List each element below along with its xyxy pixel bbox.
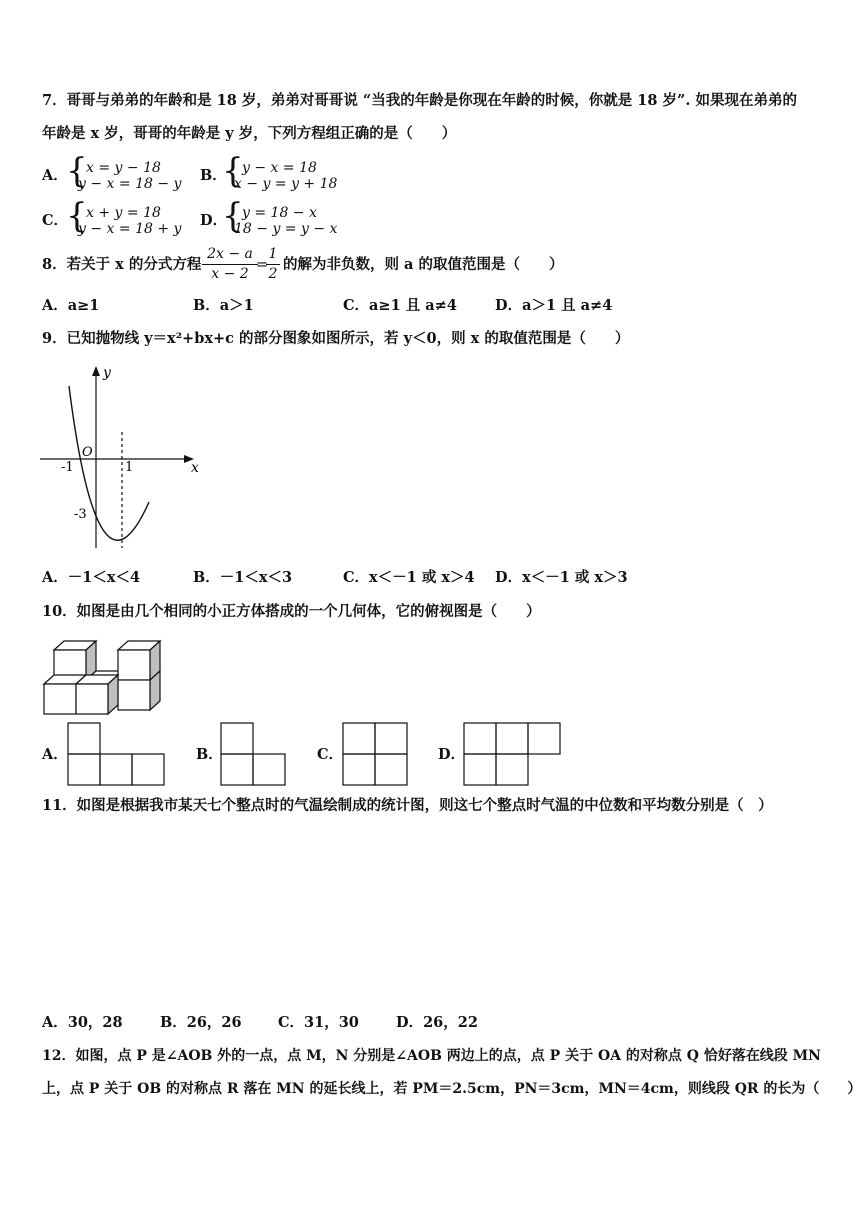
- q11-option-a: A．30，28: [42, 1014, 123, 1031]
- q11-option-d: D．26，22: [396, 1014, 478, 1031]
- q7-a-eq2: y − x = 18 − y: [78, 176, 182, 192]
- neg-one-label: -1: [61, 460, 74, 475]
- q10-stem: 10．如图是由几个相同的小正方体搭成的一个几何体，它的俯视图是（ ）: [42, 603, 541, 620]
- q12-stem-line2: 上，点 P 关于 OB 的对称点 R 落在 MN 的延长线上，若 PM＝2.5cm，PN＝3cm，MN＝4cm，则线段 QR 的长为（ ）: [42, 1081, 862, 1097]
- q9-option-c: C．x＜－1 或 x＞4: [343, 569, 475, 586]
- q7-c-eq1: x + y = 18: [86, 205, 161, 221]
- cube-front-face: [118, 650, 150, 680]
- y-axis-label: y: [103, 365, 111, 381]
- grid-cell: [528, 723, 560, 754]
- q8-frac2-numerator: 1: [266, 245, 280, 265]
- q10-option-c-label: C．: [317, 746, 344, 763]
- q8-option-c: C．a≥1 且 a≠4: [343, 297, 457, 314]
- q8-frac2-denominator: 2: [268, 266, 278, 282]
- brace-icon: {: [66, 151, 88, 191]
- q11-option-b: B．26，26: [160, 1014, 242, 1031]
- grid-cell: [375, 754, 407, 785]
- q8-stem-prefix: 8．若关于 x 的分式方程: [42, 256, 202, 273]
- q8-fraction-right: [266, 245, 280, 284]
- q9-stem: 9．已知抛物线 y＝x²+bx+c 的部分图象如图所示，若 y＜0，则 x 的取值范围是（ ）: [42, 330, 630, 347]
- q10-option-b-label: B．: [196, 746, 223, 763]
- grid-cell: [132, 754, 164, 785]
- q8-frac1-numerator: 2x − a: [202, 245, 258, 265]
- q8-fraction-left: [202, 245, 258, 284]
- q11-option-c: C．31，30: [278, 1014, 359, 1031]
- q8-option-a: A．a≥1: [42, 297, 100, 314]
- y-axis-arrow-icon: [92, 366, 100, 376]
- q9-option-a: A．－1＜x＜4: [42, 569, 141, 586]
- cube-front-face: [44, 684, 76, 714]
- grid-cell: [68, 754, 100, 785]
- q9-option-d: D．x＜－1 或 x＞3: [495, 569, 628, 586]
- x-axis-label: x: [191, 460, 199, 476]
- grid-cell: [343, 723, 375, 754]
- neg-three-label: -3: [74, 507, 87, 522]
- grid-cell: [343, 754, 375, 785]
- q9-option-b: B．－1＜x＜3: [193, 569, 293, 586]
- grid-cell: [221, 754, 253, 785]
- grid-cell: [464, 723, 496, 754]
- q7-option-c-label: C．: [42, 212, 69, 229]
- q10-option-a-grid: [66, 721, 166, 787]
- q7-option-d-label: D．: [200, 212, 228, 229]
- q8-option-d: D．a＞1 且 a≠4: [495, 297, 613, 314]
- q10-option-d-grid: [462, 721, 562, 787]
- q10-option-c-grid: [341, 721, 411, 787]
- cube-front-face: [76, 684, 108, 714]
- q10-cube-solid: [40, 632, 170, 720]
- q8-option-b: B．a＞1: [193, 297, 254, 314]
- grid-cell: [496, 754, 528, 785]
- q7-option-b-label: B．: [200, 167, 227, 184]
- q9-parabola-graph: [36, 360, 216, 555]
- q7-d-eq1: y = 18 − x: [242, 205, 317, 221]
- q8-stem-suffix: 的解为非负数，则 a 的取值范围是（ ）: [283, 256, 564, 273]
- grid-cell: [253, 754, 285, 785]
- brace-icon: {: [222, 196, 244, 236]
- q7-c-eq2: y − x = 18 + y: [78, 221, 182, 237]
- q7-d-eq2: 18 − y = y − x: [234, 221, 338, 237]
- q7-option-a-label: A．: [42, 167, 68, 184]
- q10-option-b-grid: [219, 721, 289, 787]
- q12-stem-line1: 12．如图，点 P 是∠AOB 外的一点，点 M，N 分别是∠AOB 两边上的点，点 P 关于 OA 的对称点 Q 恰好落在线段 MN: [42, 1048, 821, 1064]
- grid-cell: [496, 723, 528, 754]
- grid-cell: [100, 754, 132, 785]
- origin-label: O: [82, 445, 93, 460]
- q7-b-eq1: y − x = 18: [242, 160, 317, 176]
- q7-b-eq2: x − y = y + 18: [234, 176, 338, 192]
- q7-stem-line2: 年龄是 x 岁，哥哥的年龄是 y 岁，下列方程组正确的是（ ）: [42, 125, 457, 142]
- q7-option-d-system: [222, 196, 342, 239]
- grid-cell: [221, 723, 253, 754]
- q8-frac1-denominator: x − 2: [211, 266, 249, 282]
- grid-cell: [375, 723, 407, 754]
- q11-stem: 11．如图是根据我市某天七个整点时的气温绘制成的统计图，则这七个整点时气温的中位数和平均数分别是（ ）: [42, 797, 773, 814]
- q8-equals: =: [256, 257, 269, 273]
- one-label: 1: [125, 460, 134, 475]
- grid-cell: [68, 723, 100, 754]
- brace-icon: {: [66, 196, 88, 236]
- q7-option-c-system: [66, 196, 186, 239]
- q10-option-a-label: A．: [42, 746, 68, 763]
- q7-stem-line1: 7．哥哥与弟弟的年龄和是 18 岁，弟弟对哥哥说 “当我的年龄是你现在年龄的时候，你就是 18 岁”. 如果现在弟弟的: [42, 92, 797, 109]
- q10-option-d-label: D．: [438, 746, 466, 763]
- q7-option-a-system: [66, 151, 186, 194]
- grid-cell: [464, 754, 496, 785]
- q7-option-b-system: [222, 151, 342, 194]
- cube-front-face: [118, 680, 150, 710]
- q7-a-eq1: x = y − 18: [86, 160, 161, 176]
- brace-icon: {: [222, 151, 244, 191]
